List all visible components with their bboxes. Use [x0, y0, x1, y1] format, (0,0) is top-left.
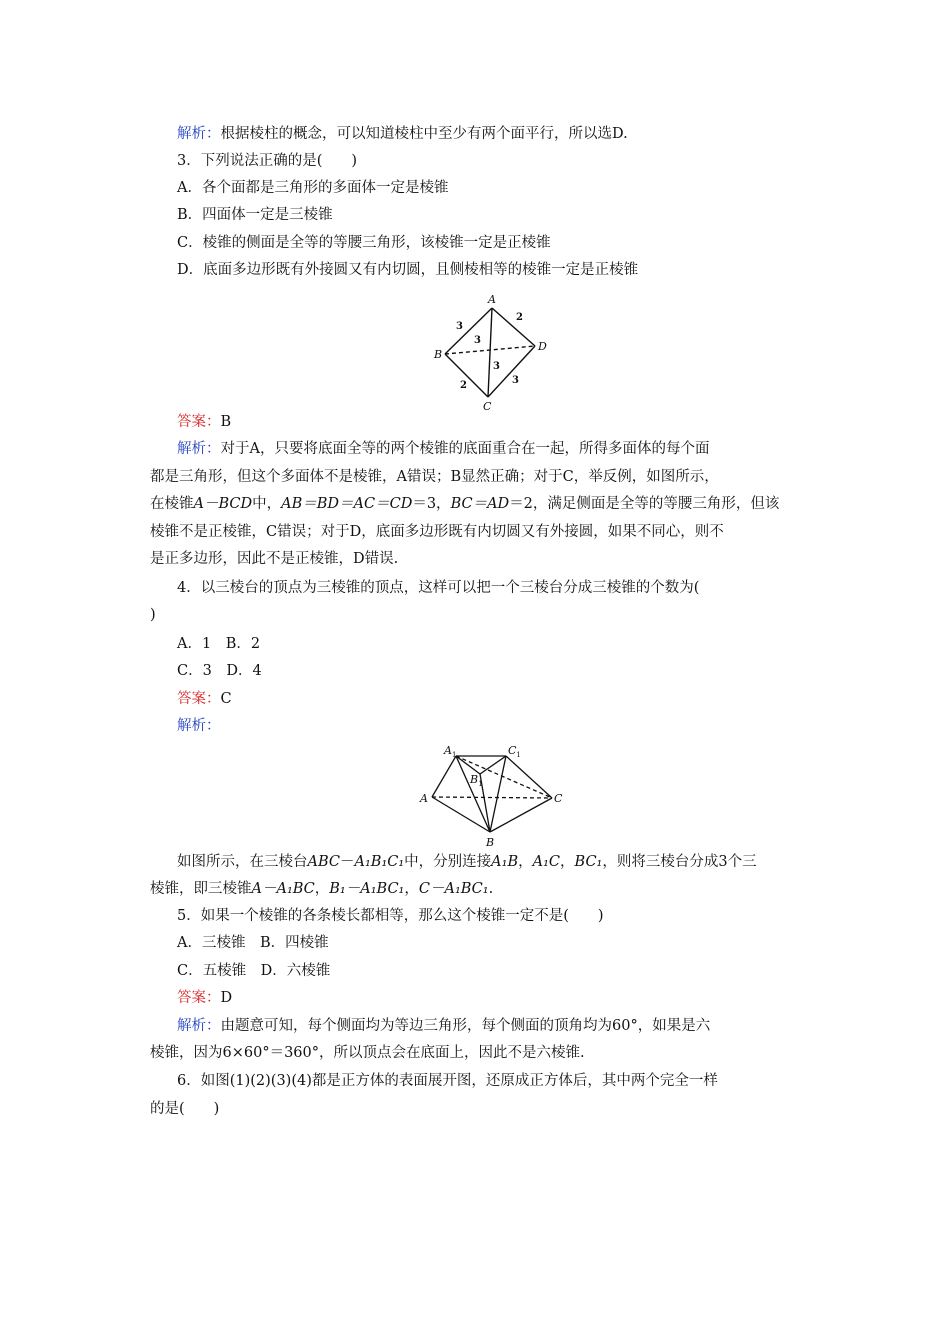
text-span: ， [560, 854, 575, 870]
q5-answer [150, 988, 810, 1008]
edge-ac-label: 3 [474, 335, 481, 346]
q3-option-b: B．四面体一定是三棱锥 [177, 207, 333, 223]
q3-option-d: D．底面多边形既有外接圆又有内切圆，且侧棱相等的棱锥一定是正棱锥 [177, 262, 639, 278]
label-subscript: 1 [516, 751, 521, 759]
q5-stem: 5．如果一个棱锥的各条棱长都相等，那么这个棱锥一定不是( ) [177, 908, 604, 924]
math-span: A－A₁BC [251, 881, 315, 897]
math-span: AB＝BD＝AC＝CD [281, 496, 413, 512]
math-span: A－BCD [193, 496, 253, 512]
q4-stem-line-1: 4．以三棱台的顶点为三棱锥的顶点，这样可以把一个三棱台分成三棱锥的个数为( [177, 580, 700, 596]
q4-options-line-1: A．1 B．2 [177, 636, 261, 652]
label-subscript: 1 [478, 780, 483, 788]
tetrahedron-diagram [428, 290, 553, 412]
q5-options-line-2: C．五棱锥 D．六棱锥 [177, 963, 331, 979]
q3-tetrahedron-figure [428, 290, 553, 412]
explanation-label: 解析： [177, 441, 221, 457]
edge-cc1 [506, 756, 552, 798]
answer-value: D [220, 990, 233, 1006]
answer-label: 答案： [177, 691, 221, 707]
q3-explanation-line-4: 棱锥不是正棱锥，C错误；对于D，底面多边形既有内切圆又有外接圆，如果不同心，则不 [150, 524, 724, 540]
text-span: 在棱锥 [150, 496, 194, 512]
vertex-d-label: D [538, 340, 547, 353]
edge-bc1 [490, 756, 506, 832]
math-span: BC＝AD [450, 496, 510, 512]
edge-a1b [456, 756, 490, 832]
math-span: A₁B [491, 854, 519, 870]
explanation-label: 解析： [177, 126, 221, 142]
edge-ab-label: 3 [456, 321, 463, 332]
text-span: ， [314, 881, 330, 897]
label-subscript: 1 [451, 751, 457, 759]
math-span: B₁－A₁BC₁ [329, 881, 405, 897]
vertex-c-label: C [483, 400, 492, 412]
q4-options-line-2: C．3 D．4 [177, 663, 262, 679]
q3-stem: 3．下列说法正确的是( ) [177, 153, 358, 169]
math-span: A₁B₁C₁ [354, 854, 405, 870]
q5-explanation-line-2: 棱锥，因为6×60°＝360°，所以顶点会在底面上，因此不是六棱锥. [150, 1045, 585, 1061]
edge-ab [432, 797, 490, 832]
text-span: ， [518, 854, 533, 870]
text-span: ，则将三棱台分成3个三 [602, 854, 757, 870]
q4-answer [150, 689, 810, 709]
q5-options-line-1: A．三棱锥 B．四棱锥 [177, 935, 329, 951]
q6-stem-line-1: 6．如图(1)(2)(3)(4)都是正方体的表面展开图，还原成正方体后，其中两个完全一样 [177, 1073, 718, 1089]
edge-aa1 [432, 756, 456, 797]
q5-explanation-line-1 [150, 1016, 810, 1036]
explanation-label: 解析： [177, 1018, 221, 1034]
answer-value: C [220, 691, 232, 707]
edge-b1c1 [480, 756, 506, 774]
edge-bc-label: 2 [460, 380, 467, 391]
text-span: － [340, 854, 355, 870]
text-span: ， [404, 881, 419, 897]
vertex-c-label: C [554, 792, 563, 805]
vertex-b-label: B [434, 348, 443, 361]
q4-explanation-label-line [150, 716, 810, 736]
answer-label: 答案： [177, 414, 221, 430]
edge-ac [488, 308, 492, 397]
explanation-text: 由题意可知，每个侧面均为等边三角形，每个侧面的顶角均为60°，如果是六 [220, 1018, 711, 1034]
text-span: . [488, 881, 494, 897]
answer-label: 答案： [177, 990, 221, 1006]
explanation-text: 根据棱柱的概念，可以知道棱柱中至少有两个面平行，所以选D. [220, 126, 628, 142]
q6-stem-line-2: 的是( ) [150, 1101, 220, 1117]
label-letter: C [508, 744, 517, 757]
text-span: ＝2，满足侧面是全等的等腰三角形，但该 [509, 496, 780, 512]
q4-frustum-figure [414, 742, 574, 854]
q3-explanation-line-1 [150, 439, 810, 459]
q4-explanation-line-2 [150, 879, 810, 899]
text-span: 中，分别连接 [404, 854, 492, 870]
vertex-b-label: B [486, 836, 495, 849]
math-span: A₁C [532, 854, 561, 870]
q3-option-c: C．棱锥的侧面是全等的等腰三角形，该棱锥一定是正棱锥 [177, 235, 551, 251]
text-span: 棱锥，即三棱锥 [150, 881, 252, 897]
edge-ac-hidden [432, 797, 552, 798]
q3-explanation-line-3 [150, 494, 810, 514]
frustum-diagram [414, 742, 574, 854]
edge-cd-label: 3 [512, 375, 519, 386]
edge-bc [490, 798, 552, 832]
q4-stem-line-2: ) [150, 607, 156, 623]
answer-value: B [220, 414, 232, 430]
math-span: C－A₁BC₁ [418, 881, 489, 897]
q3-answer [150, 412, 810, 432]
edge-ad-label: 2 [516, 312, 523, 323]
vertex-a-label: A [420, 792, 428, 805]
q3-explanation-line-2: 都是三角形，但这个多面体不是棱锥，A错误；B显然正确；对于C，举反例，如图所示， [150, 469, 719, 485]
text-span: 如图所示，在三棱台 [177, 854, 308, 870]
vertex-a-label: A [488, 293, 496, 306]
q4-explanation-line-1 [150, 852, 810, 872]
label-letter: B [470, 773, 479, 786]
edge-bd-label: 3 [493, 361, 500, 372]
q3-option-a: A．各个面都是三角形的多面体一定是棱锥 [177, 180, 449, 196]
explanation-label: 解析： [177, 718, 221, 734]
label-letter: A [444, 744, 452, 757]
text-span: 中， [252, 496, 282, 512]
prev-explanation [150, 124, 810, 144]
text-span: ＝3， [412, 496, 451, 512]
vertex-a1-label [443, 744, 456, 759]
edge-ab [445, 308, 492, 354]
explanation-text: 对于A，只要将底面全等的两个棱锥的底面重合在一起，所得多面体的每个面 [220, 441, 710, 457]
math-span: BC₁ [574, 854, 603, 870]
q3-explanation-line-5: 是正多边形，因此不是正棱锥，D错误. [150, 551, 399, 567]
vertex-c1-label [508, 744, 521, 759]
edge-ad [492, 308, 535, 346]
math-span: ABC [307, 854, 340, 870]
